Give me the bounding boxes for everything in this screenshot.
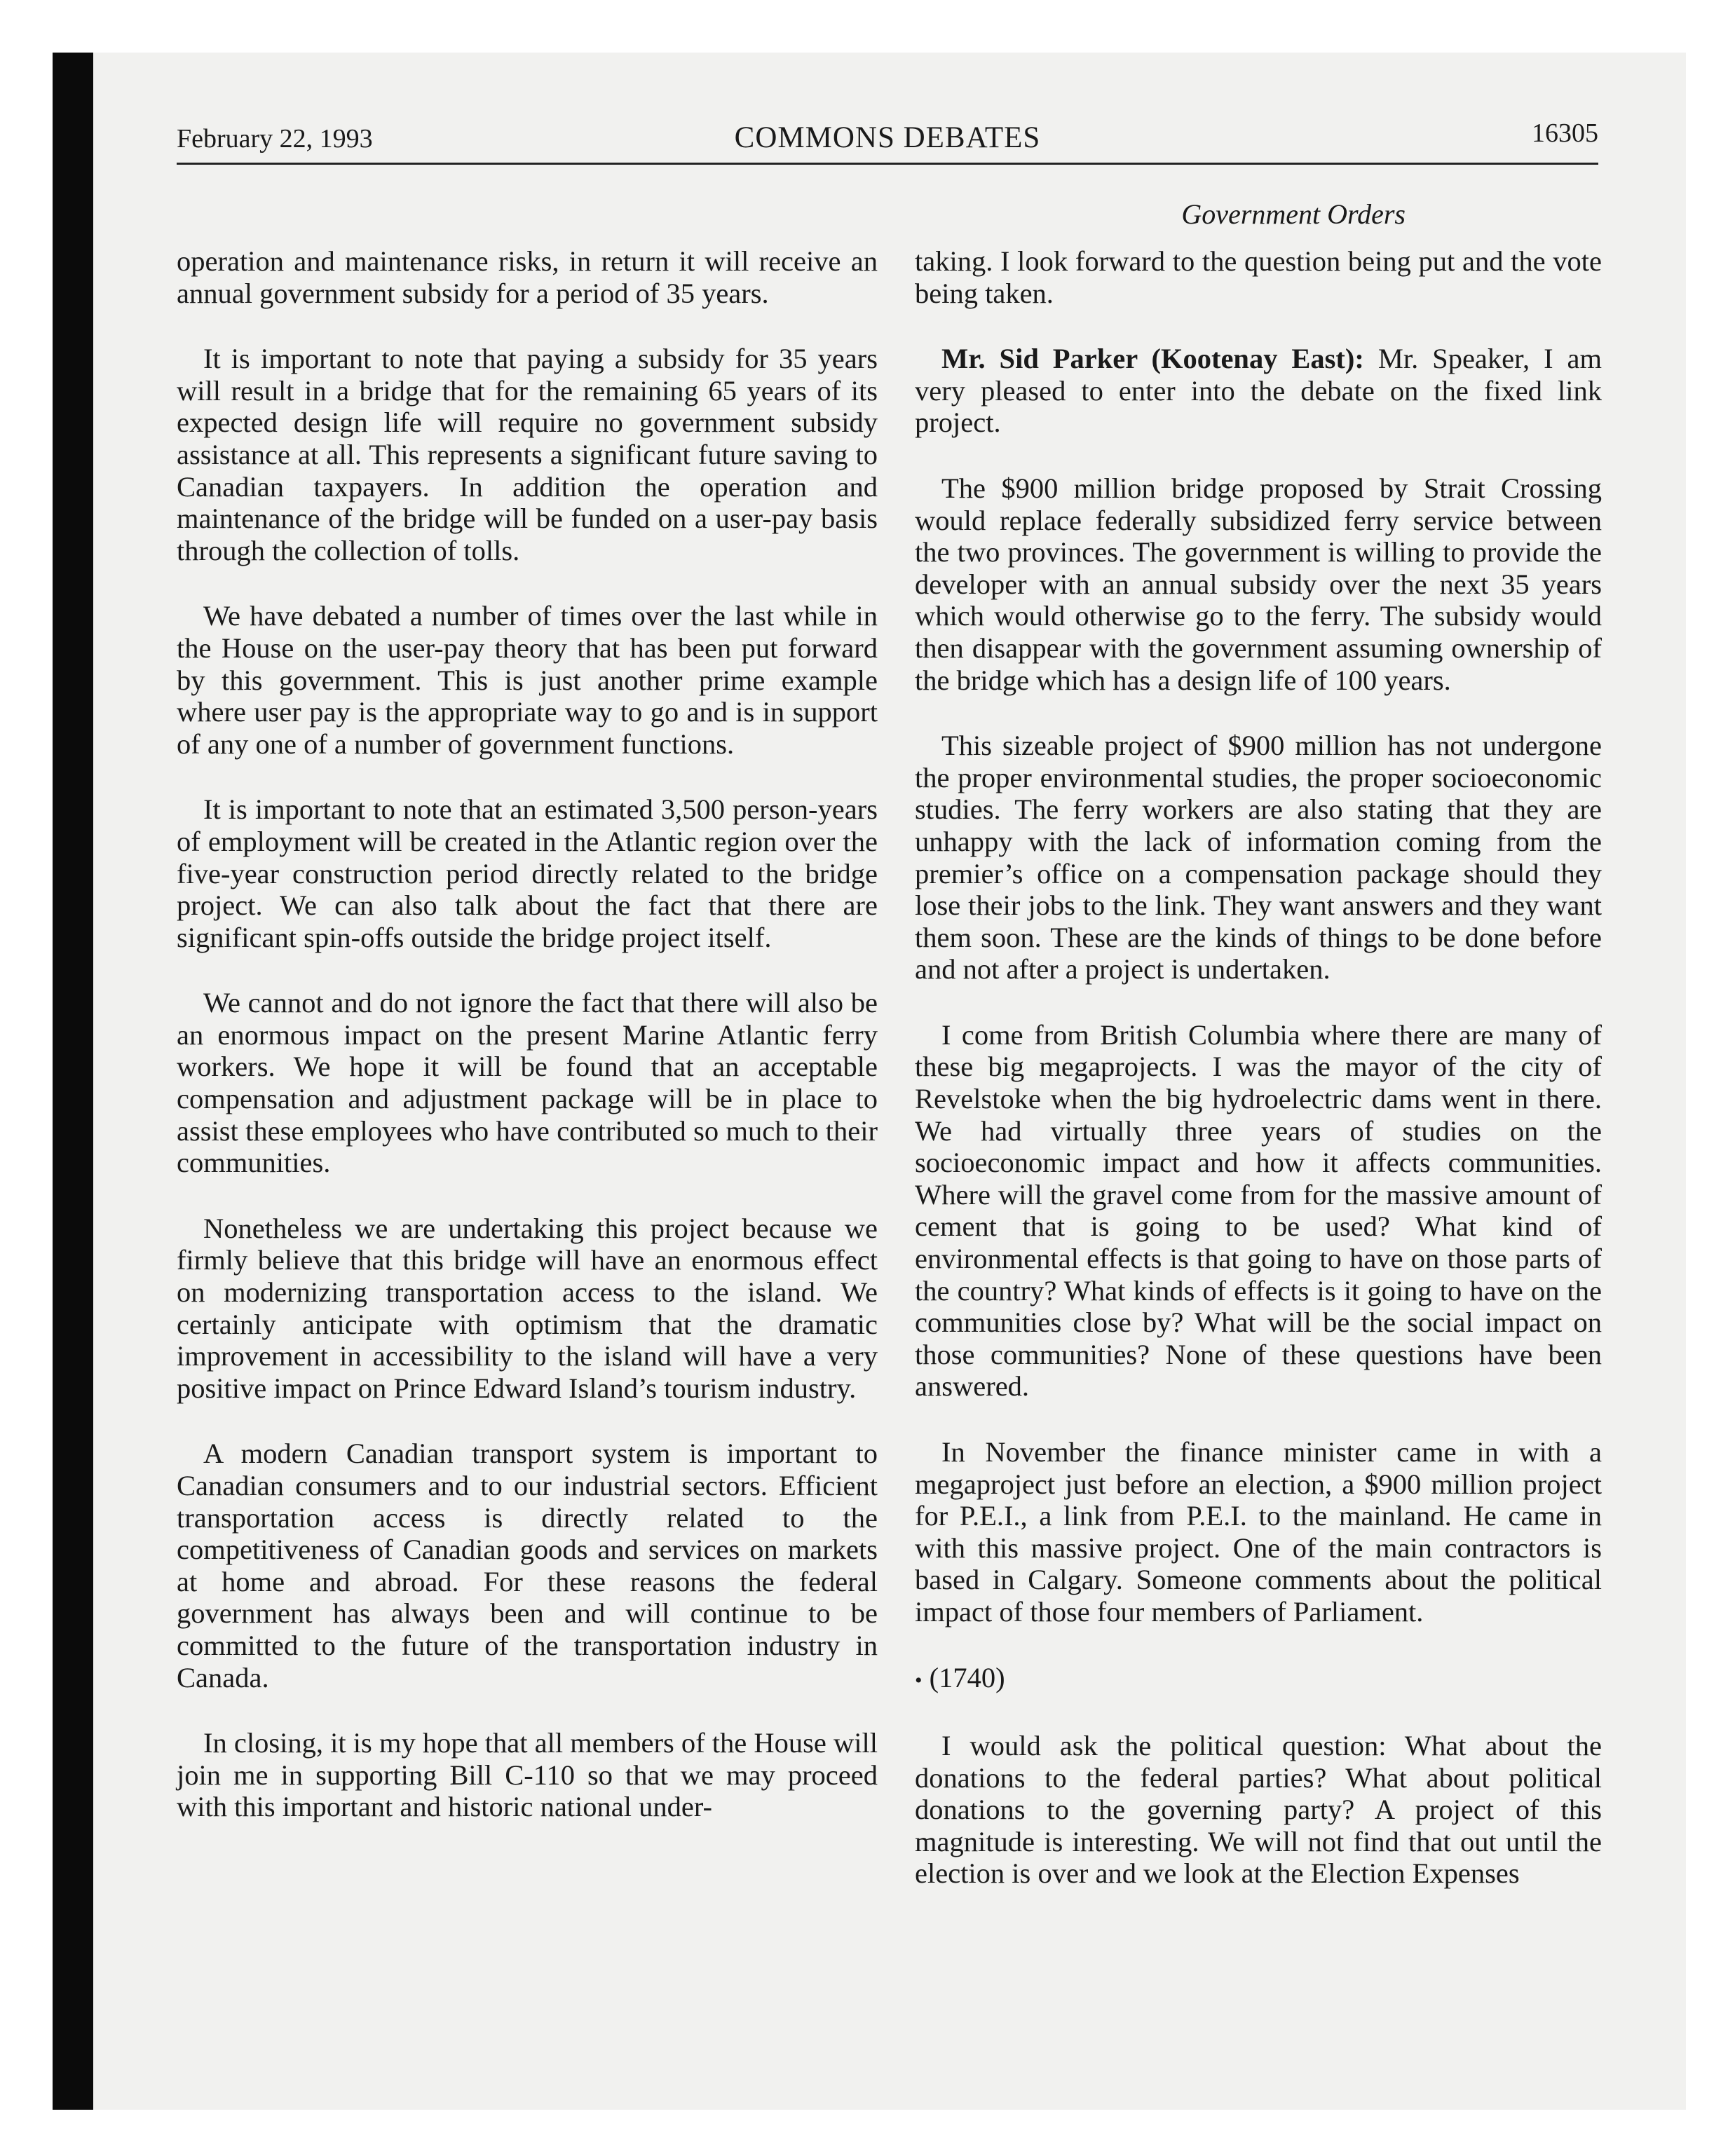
header-date: February 22, 1993: [177, 124, 373, 153]
timestamp: [915, 1662, 1602, 1697]
paragraph: taking. I look forward to the question being put and the vote being taken.: [915, 245, 1602, 309]
paragraph: operation and maintenance risks, in return it will receive an annual government subsidy for a period of 35 years.: [177, 245, 878, 309]
bullet-icon: •: [915, 1668, 923, 1692]
left-column: [177, 245, 878, 1857]
speaker-name: Mr. Sid Parker (Kootenay East):: [941, 343, 1364, 375]
speaker-paragraph: [915, 343, 1602, 439]
header-page-number: 16305: [1532, 118, 1598, 148]
speaker-text: Mr. Speaker, I am very pleased to enter into the debate on the fixed link project.: [915, 343, 1602, 439]
paragraph: The $900 million bridge proposed by Strait Crossing would replace federally subsidized ferry service between the two provinces. The government is willing to provide the developer with an annual subsidy over the next 35 years which would otherwise go to the ferry. The subsidy would then disappear with the government assuming ownership of the bridge which has a design life of 100 years.: [915, 472, 1602, 696]
paragraph: In November the finance minister came in with a megaproject just before an election, a $900 million project for P.E.I., a link from P.E.I. to the mainland. He came in with this massive project. One of the main contractors is based in Calgary. Someone comments about the political impact of those four members of Parliament.: [915, 1436, 1602, 1628]
paragraph: This sizeable project of $900 million has not undergone the proper environmental studies, the proper socioeconomic studies. The ferry workers are also stating that they are unhappy with the lack of information coming from the premier’s office on a compensation package should they lose their jobs to the link. They want answers and they want them soon. These are the kinds of things to be done before and not after a project is undertaken.: [915, 730, 1602, 985]
header-rule: [177, 163, 1598, 165]
paragraph: I would ask the political question: What about the donations to the federal parties? What about political donations to the governing party? A project of this magnitude is interesting. We will not find that out until the election is over and we look at the Election Expenses: [915, 1730, 1602, 1890]
page-header: [177, 118, 1598, 160]
header-title: COMMONS DEBATES: [734, 121, 1041, 154]
paragraph: I come from British Columbia where there are many of these big megaprojects. I was the mayor of the city of Revelstoke when the big hydroelectric dams went in there. We had virtually three years of studies on the socioeconomic impact and how it affects communities. Where will the gravel come from for the massive amount of cement that is going to be used? What kind of environmental effects is that going to have on those parts of the country? What kinds of effects is it going to have on the communities close by? What will be the social impact on those communities? None of these questions have been answered.: [915, 1018, 1602, 1403]
scan-edge: [53, 53, 93, 2110]
paragraph: It is important to note that paying a subsidy for 35 years will result in a bridge that for the remaining 65 years of its expected design life will require no government subsidy assistance at all. This represents a significant future saving to Canadian taxpayers. In addition the operation and maintenance of the bridge will be funded on a user-pay basis through the collection of tolls.: [177, 343, 878, 566]
paragraph: It is important to note that an estimated 3,500 person-years of employment will be created in the Atlantic region over the five-year construction period directly related to the bridge project. We can also talk about the fact that there are significant spin-offs outside the bridge project itself.: [177, 793, 878, 953]
timestamp-text: (1740): [929, 1661, 1005, 1693]
paragraph: We have debated a number of times over the last while in the House on the user-pay theory that has been put forward by this government. This is just another prime example where user pay is the appropriate way to go and is in support of any one of a number of government functions.: [177, 600, 878, 760]
right-column: [915, 245, 1602, 1923]
paragraph: A modern Canadian transport system is important to Canadian consumers and to our industrial sectors. Efficient transportation access is directly related to the competitiveness of Canadian goods and services on markets at home and abroad. For these reasons the federal government has always been and will continue to be committed to the future of the transportation industry in Canada.: [177, 1438, 878, 1693]
paragraph: In closing, it is my hope that all members of the House will join me in supporting Bill C-110 so that we may proceed with this important and historic national under-: [177, 1727, 878, 1823]
paragraph: We cannot and do not ignore the fact that there will also be an enormous impact on the present Marine Atlantic ferry workers. We hope it will be found that an acceptable compensation and adjustment package will be in place to assist these employees who have contributed so much to their communities.: [177, 987, 878, 1179]
section-heading: Government Orders: [1181, 198, 1406, 230]
paragraph: Nonetheless we are undertaking this project because we firmly believe that this bridge will have an enormous effect on modernizing transportation access to the island. We certainly anticipate with optimism that the dramatic improvement in accessibility to the island will have a very positive impact on Prince Edward Island’s tourism industry.: [177, 1212, 878, 1404]
